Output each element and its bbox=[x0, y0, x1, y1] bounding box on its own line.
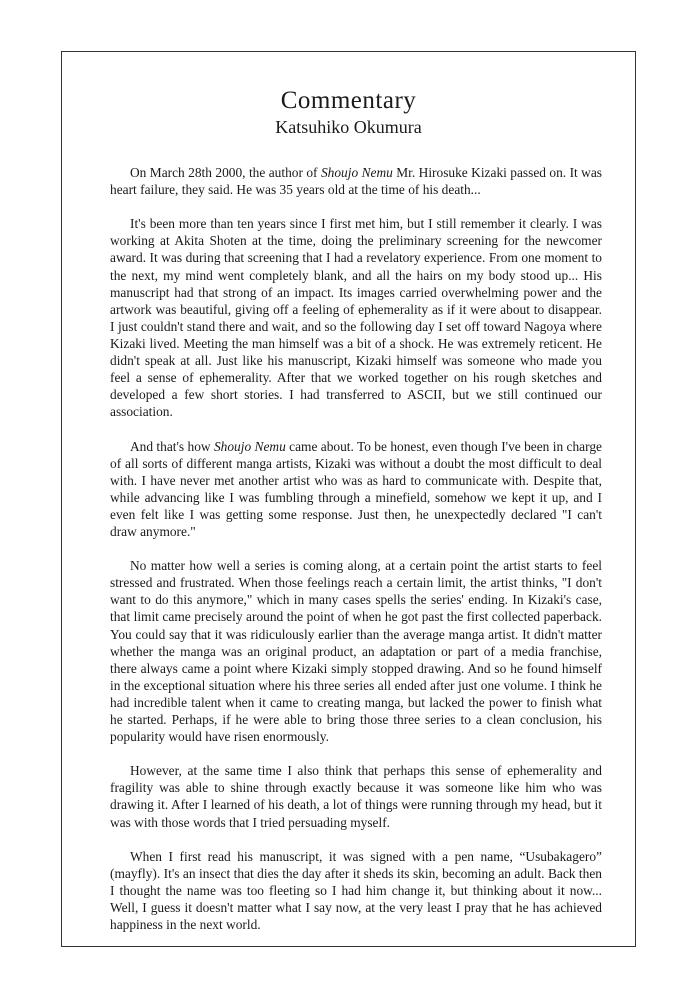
paragraph-3 bbox=[110, 438, 602, 541]
paragraph-3-text-b: came about. To be honest, even though I've been in charge of all sorts of different manga artists, Kizaki was without a doubt the most difficult to deal with. I have never met another artist who was as hard to communicate with. Despite that, while advancing like I was fumbling through a minefield, somehow we kept it up, and I even felt like I was getting some response. Just then, he unexpectedly declared "I can't draw anymore." bbox=[110, 438, 602, 539]
paragraph-1 bbox=[110, 164, 602, 198]
paragraph-1-text-a: On March 28th 2000, the author of bbox=[130, 165, 321, 180]
paragraph-5 bbox=[110, 762, 602, 830]
author-name: Katsuhiko Okumura bbox=[275, 117, 422, 137]
paragraph-2 bbox=[110, 215, 602, 420]
paragraph-6 bbox=[110, 848, 602, 933]
page-title: Commentary bbox=[280, 87, 417, 114]
page-frame bbox=[61, 51, 636, 947]
paragraph-4 bbox=[110, 557, 602, 745]
paragraph-6-text: When I first read his manuscript, it was signed with a pen name, “Usubakagero” (mayfly). It's an insect that dies the day after it sheds its skin, becoming an adult. Back then I thought the name was too fleeting so I had him change it, but thinking about it now... Well, I guess it doesn't matter what I say now, at the very least I pray that he has achieved happiness in the next world. bbox=[110, 848, 602, 933]
paragraph-5-text: However, at the same time I also think that perhaps this sense of ephemerality and fragility was able to shine through exactly because it was someone like him who was drawing it. After I learned of his death, a lot of things were running through my head, but it was with those words that I tried persuading myself. bbox=[110, 763, 602, 830]
paragraph-1-text-b: Mr. Hirosuke Kizaki passed on. It was heart failure, they said. He was 35 years old at the time of his death... bbox=[110, 165, 603, 198]
paragraph-3-italic-title: Shoujo Nemu bbox=[213, 438, 286, 454]
paragraph-2-text: It's been more than ten years since I first met him, but I still remember it clearly. I was working at Akita Shoten at the time, doing the preliminary screening for the newcomer award. It was during that screening that I had a revelatory experience. From one moment to the next, my mind went completely blank, and all the hairs on my body stood up... His manuscript had that strong of an impact. Its images carried overwhelming power and the artwork was beautiful, giving off a feeling of ephemerality as if it were about to disappear. I just couldn't stand there and wait, and so the following day I set off toward Nagoya where Kizaki lived. Meeting the man himself was a bit of a shock. He was extremely reticent. He didn't speak at all. Just like his manuscript, Kizaki himself was someone who made you feel a sense of ephemerality. After that we worked together on his rough sketches and developed a few short stories. I had transferred to ASCII, but we still continued our association. bbox=[110, 216, 602, 420]
paragraph-3-text-a: And that's how bbox=[130, 438, 214, 454]
paragraph-4-text: No matter how well a series is coming along, at a certain point the artist starts to feel stressed and frustrated. When those feelings reach a certain limit, the artist thinks, "I don't want to do this anymore," which in many cases spells the series' ending. In Kizaki's case, that limit came precisely around the point of when he got past the first collected paperback. You could say that it was ridiculously earlier than the average manga artist. It didn't matter whether the manga was an original product, an adaptation or part of a media franchise, there always came a point where Kizaki simply stopped drawing. And so he found himself in the exceptional situation where his three series all ended after just one volume. I think he had incredible talent when it came to creating manga, but lacked the power to finish what he started. Perhaps, if he were able to bring those three series to a clean conclusion, his popularity would have risen enormously. bbox=[110, 558, 602, 745]
commentary-body bbox=[110, 164, 602, 933]
paragraph-1-italic-title: Shoujo Nemu bbox=[320, 165, 393, 180]
